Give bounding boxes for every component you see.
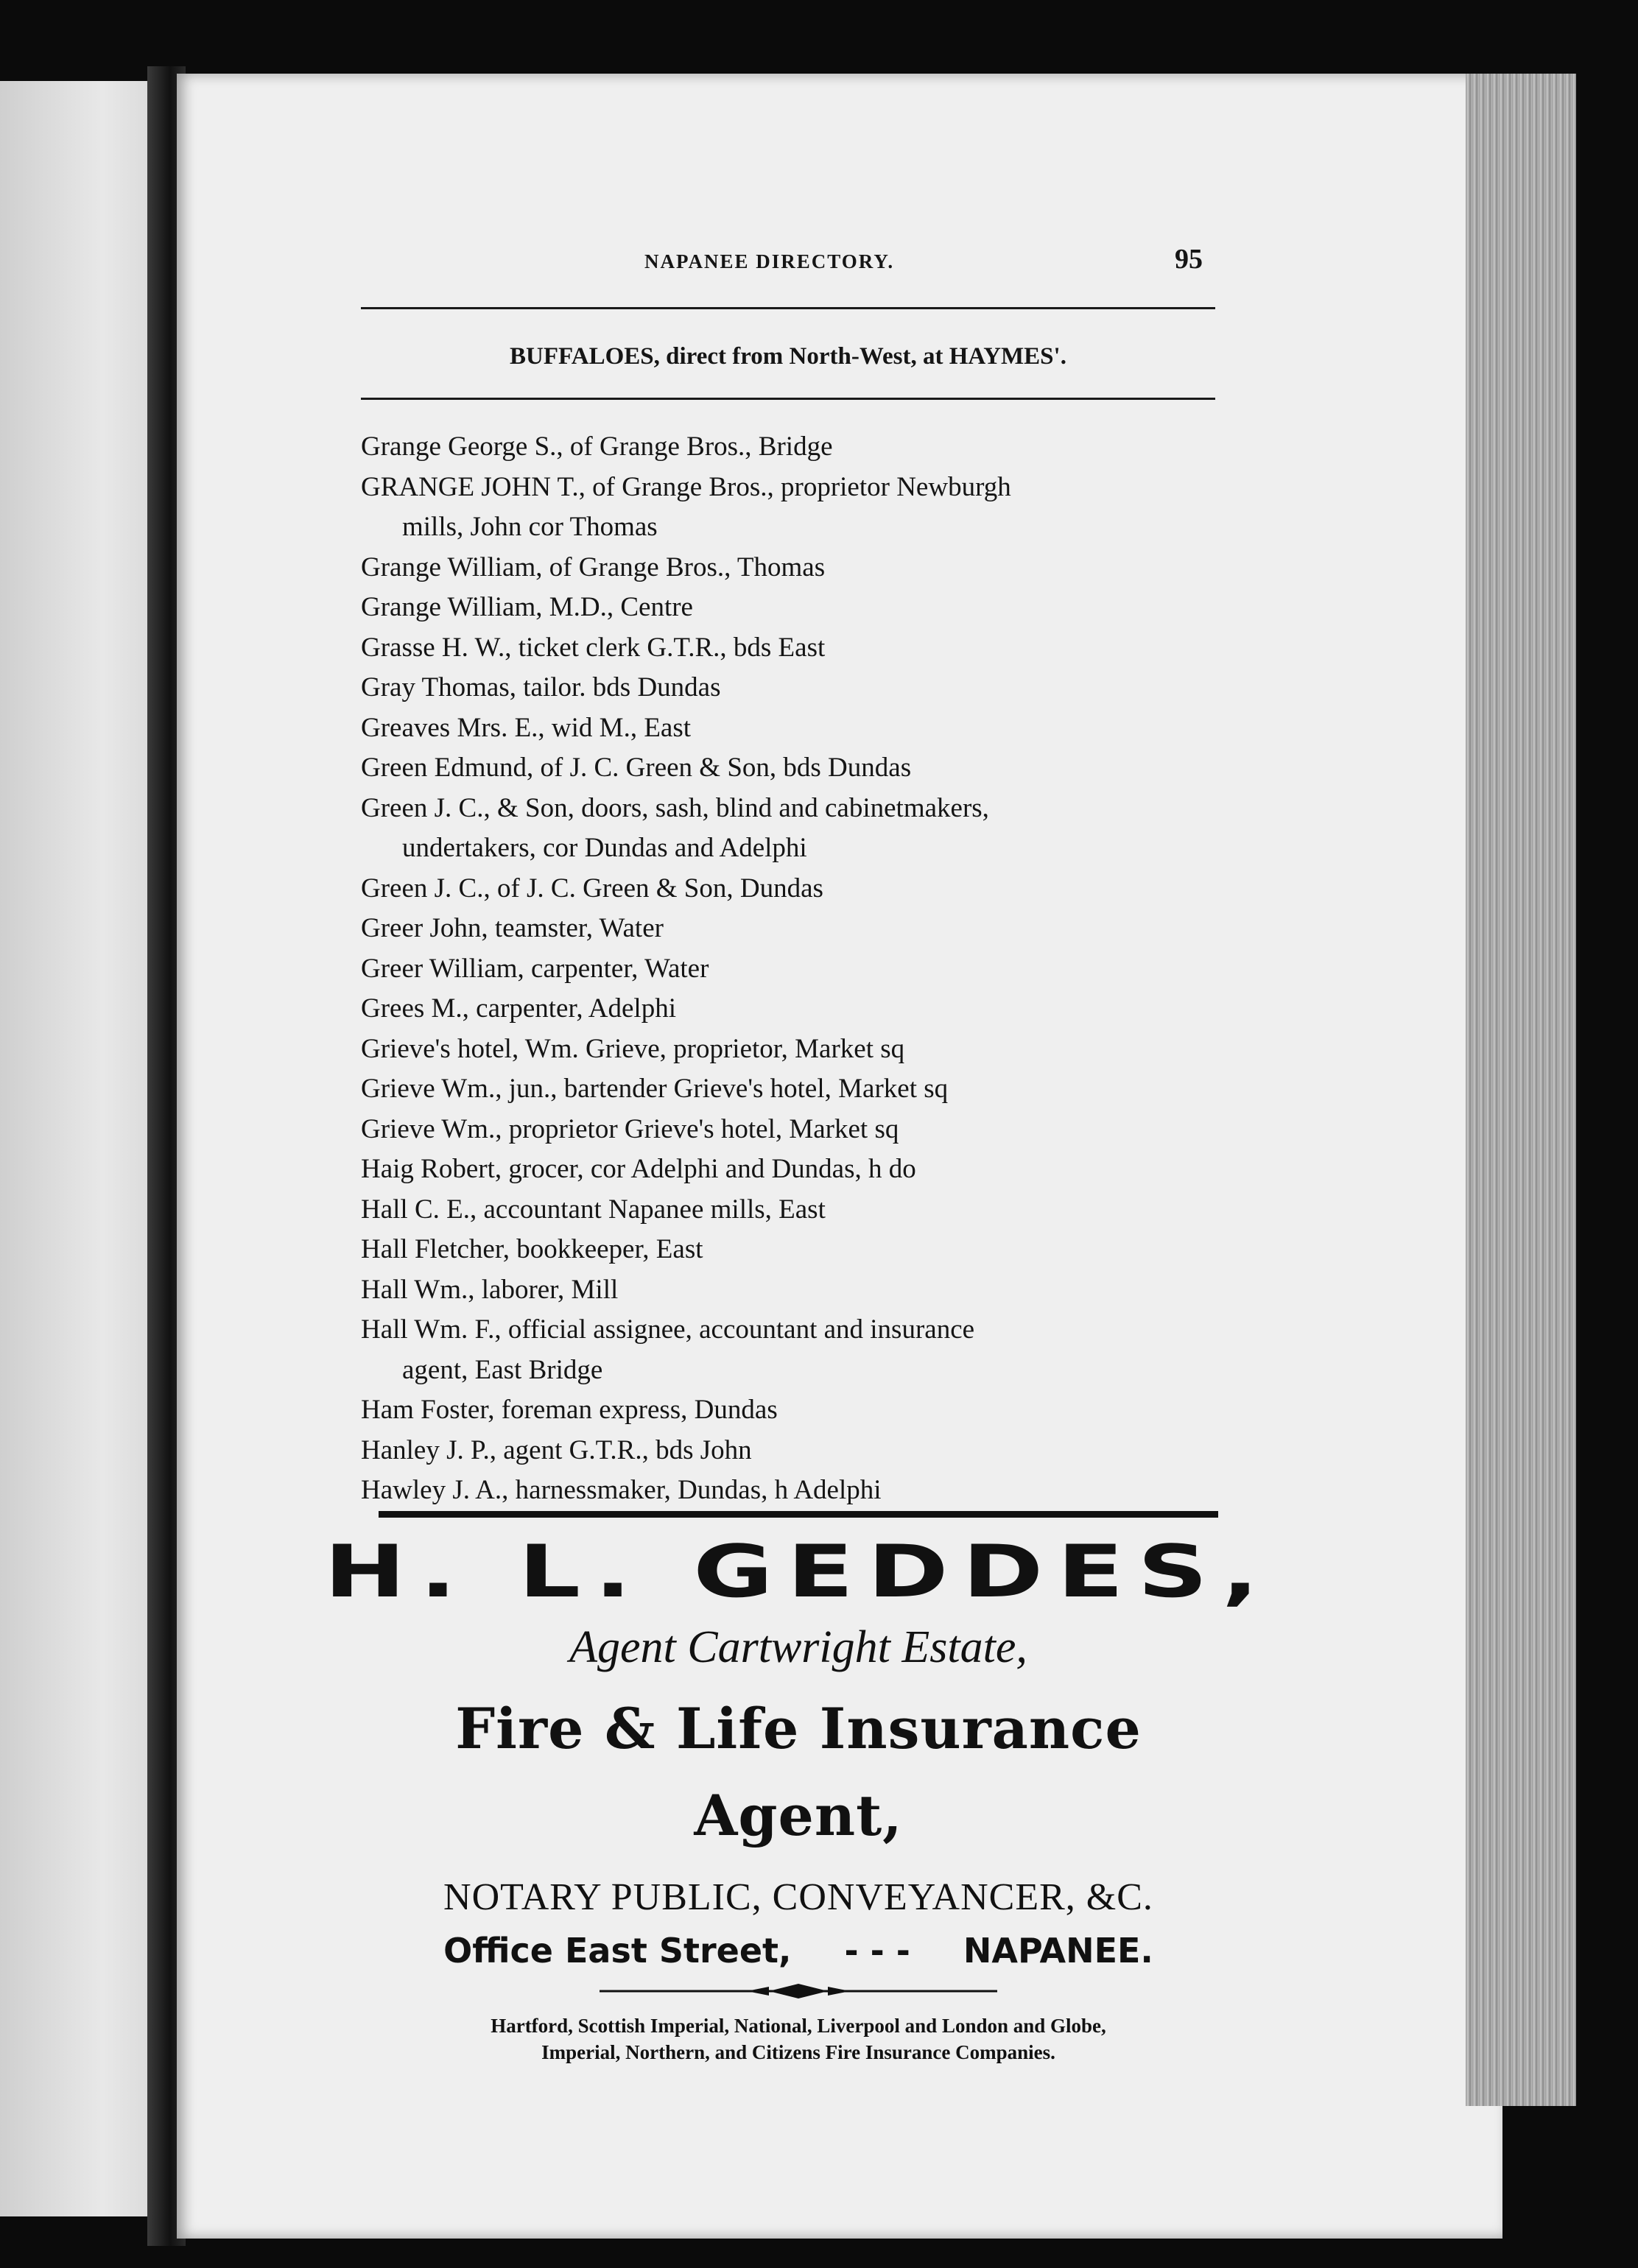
geddes-advertisement <box>324 1511 1273 2066</box>
advert-top-rule <box>379 1511 1218 1518</box>
advert-office-dashes: - - - <box>844 1931 910 1971</box>
entry-text: Grieve Wm., jun., bartender Grieve's hotel, Market sq <box>361 1074 949 1104</box>
entry-text: Gray Thomas, tailor. bds Dundas <box>361 672 721 702</box>
entry-text: Grieve Wm., proprietor Grieve's hotel, Market sq <box>361 1113 899 1144</box>
entry-text: GRANGE JOHN T., of Grange Bros., proprietor Newburgh <box>361 471 1011 502</box>
advert-notary-line: NOTARY PUBLIC, CONVEYANCER, &C. <box>443 1876 1153 1918</box>
directory-entry <box>361 1110 1245 1150</box>
directory-entry <box>361 1069 1245 1110</box>
advert-companies-line-1: Hartford, Scottish Imperial, National, Liverpool and London and Globe, <box>491 2015 1106 2037</box>
entry-text: Grange William, of Grange Bros., Thomas <box>361 552 826 582</box>
advert-office-line <box>379 1927 1218 1974</box>
directory-entry <box>361 628 1245 669</box>
advert-name: H. L. GEDDES, <box>324 1530 1273 1614</box>
advert-companies-line-2: Imperial, Northern, and Citizens Fire Insurance Companies. <box>541 2041 1055 2063</box>
directory-entry <box>361 989 1245 1029</box>
directory-entry <box>361 949 1245 990</box>
entry-continuation: undertakers, cor Dundas and Adelphi <box>402 833 807 863</box>
entry-text: Hall C. E., accountant Napanee mills, East <box>361 1194 826 1225</box>
entry-text: Grees M., carpenter, Adelphi <box>361 993 676 1024</box>
entry-text: Ham Foster, foreman express, Dundas <box>361 1395 778 1425</box>
entry-text: Greer John, teamster, Water <box>361 913 664 943</box>
advert-business-line: Fire & Life Insurance Agent, <box>455 1696 1142 1848</box>
entry-text: Green Edmund, of J. C. Green & Son, bds Dundas <box>361 753 912 783</box>
directory-entry <box>361 1230 1245 1270</box>
header-rule-top <box>361 307 1215 309</box>
entry-continuation: mills, John cor Thomas <box>402 512 658 542</box>
header-advert-line: BUFFALOES, direct from North-West, at HAYMES'. <box>510 343 1066 370</box>
page-stack-edges <box>1466 74 1576 2106</box>
facing-page-edge <box>0 81 171 2216</box>
entry-text: Hall Wm. F., official assignee, accountant and insurance <box>361 1314 975 1345</box>
directory-entry <box>361 748 1245 789</box>
directory-entry <box>361 708 1245 749</box>
directory-entries <box>361 427 1245 1511</box>
advert-office-street: Office East Street, <box>443 1931 792 1971</box>
header-rule-bottom <box>361 398 1215 400</box>
running-head <box>361 243 1215 287</box>
advert-office-town: NAPANEE. <box>963 1931 1153 1971</box>
directory-entry <box>361 427 1245 468</box>
entry-continuation: agent, East Bridge <box>402 1354 603 1385</box>
directory-entry <box>361 909 1245 949</box>
entry-text: Greer William, carpenter, Water <box>361 953 709 984</box>
entry-text: Hawley J. A., harnessmaker, Dundas, h Adelphi <box>361 1475 882 1505</box>
entry-text: Grieve's hotel, Wm. Grieve, proprietor, Market sq <box>361 1033 905 1064</box>
entry-text: Green J. C., of J. C. Green & Son, Dundas <box>361 873 823 904</box>
directory-entry <box>361 1471 1245 1511</box>
running-head-title: NAPANEE DIRECTORY. <box>644 250 895 272</box>
advert-flourish-rule <box>600 1980 997 2002</box>
directory-entry <box>361 1149 1245 1190</box>
entry-text: Greaves Mrs. E., wid M., East <box>361 712 692 743</box>
entry-text: Hall Fletcher, bookkeeper, East <box>361 1234 703 1264</box>
directory-entry <box>361 1190 1245 1230</box>
entry-text: Grange William, M.D., Centre <box>361 592 693 622</box>
entry-text: Green J. C., & Son, doors, sash, blind and cabinetmakers, <box>361 792 989 823</box>
directory-entry <box>361 588 1245 628</box>
directory-entry <box>361 548 1245 588</box>
entry-text: Hall Wm., laborer, Mill <box>361 1274 619 1305</box>
directory-entry <box>361 1029 1245 1070</box>
directory-entry <box>361 1310 1245 1390</box>
directory-entry <box>361 789 1245 869</box>
advert-agent-line: Agent Cartwright Estate, <box>569 1622 1027 1672</box>
directory-entry <box>361 1270 1245 1311</box>
directory-entry <box>361 468 1245 548</box>
directory-entry <box>361 668 1245 708</box>
entry-text: Grasse H. W., ticket clerk G.T.R., bds East <box>361 632 826 663</box>
entry-text: Grange George S., of Grange Bros., Bridge <box>361 432 833 462</box>
entry-text: Hanley J. P., agent G.T.R., bds John <box>361 1434 752 1465</box>
directory-entry <box>361 1431 1245 1471</box>
directory-entry <box>361 1390 1245 1431</box>
page-number: 95 <box>1175 244 1203 275</box>
directory-entry <box>361 869 1245 909</box>
entry-text: Haig Robert, grocer, cor Adelphi and Dundas, h do <box>361 1154 916 1184</box>
